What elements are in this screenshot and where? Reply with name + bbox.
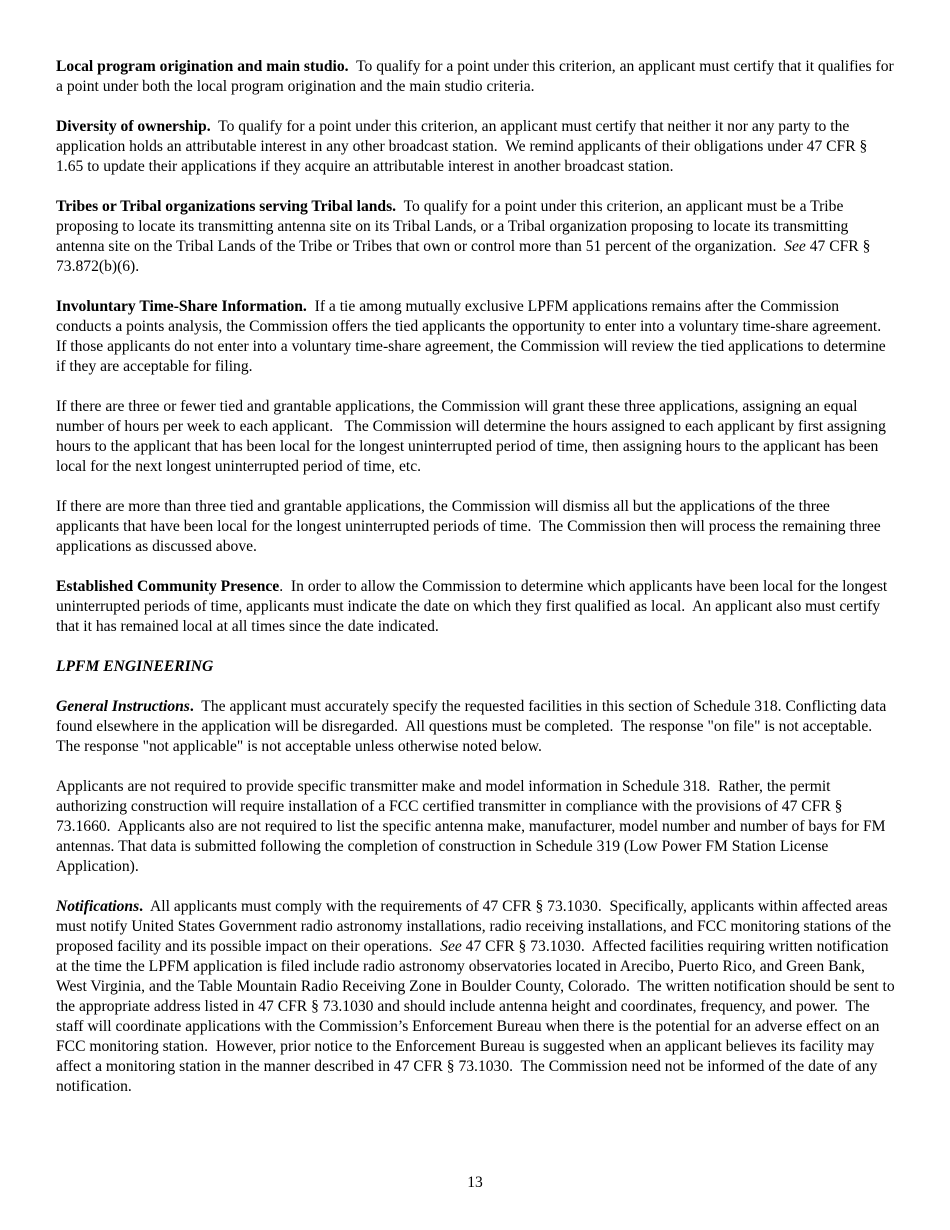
paragraph-heading: Notifications (56, 898, 140, 915)
paragraph-transmitter (56, 777, 896, 877)
citation: 47 CFR § 73.872(b)(6). (56, 238, 871, 275)
paragraph-local-program (56, 57, 896, 97)
paragraph-text: If there are three or fewer tied and grantable applications, the Commission will grant these three applications, assigning an equal number of hours per week to each applicant. The Commission will determine the hours assigned to each applicant by first assigning hours to the applicant that has been local for the longest uninterrupted period of time, then assigning hours to the applicant has been local for the next longest uninterrupted period of time, etc. (56, 398, 890, 475)
paragraph-notifications (56, 897, 899, 1097)
paragraph-text: If a tie among mutually exclusive LPFM applications remains after the Commission conducts a points analysis, the Commission offers the tied applicants the opportunity to enter into a voluntary time-share agreement. If those applicants do not enter into a voluntary time-share agreement, the Commission will review the tied applications to determine if they are acceptable for filing. (56, 298, 890, 375)
paragraph-text: To qualify for a point under this criterion, an applicant must be a Tribe proposing to locate its transmitting antenna site on its Tribal Lands, or a Tribal organization proposing to locate its transmitting antenna site on the Tribal Lands of the Tribe or Tribes that own or control more than 51 percent of the organization. (56, 198, 853, 255)
paragraph-heading: General Instructions (56, 698, 190, 715)
paragraph-heading: Established Community Presence (56, 578, 280, 595)
paragraph-text: All applicants must comply with the requirements of 47 CFR § 73.1030. Specifically, applicants within affected areas must notify United States Government radio astronomy installations, radio receiving installations, and FCC monitoring stations of the proposed facility and its possible impact on their operations. (56, 898, 895, 955)
see-signal: See (784, 238, 806, 255)
paragraph-text: If there are more than three tied and grantable applications, the Commission will dismiss all but the applications of the three applicants that have been local for the longest uninterrupted periods of time. The Commission then will process the remaining three applications as discussed above. (56, 498, 885, 555)
paragraph-tribes (56, 197, 896, 277)
paragraph-text: The applicant must accurately specify the requested facilities in this section of Schedule 318. Conflicting data found elsewhere in the application will be disregarded. All questions must be completed. The response "on file" is not acceptable. The response "not applicable" is not acceptable unless otherwise noted below. (56, 698, 891, 755)
section-title-engineering: LPFM ENGINEERING (56, 658, 214, 675)
paragraph-heading: Involuntary Time-Share Information. (56, 298, 307, 315)
document-body (56, 57, 899, 1117)
page-number: 13 (467, 1174, 483, 1191)
paragraph-text: To qualify for a point under this criterion, an applicant must certify that neither it nor any party to the application holds an attributable interest in any other broadcast station. We remind applicants of their obligations under 47 CFR § 1.65 to update their applications if they acquire an attributable interest in another broadcast station. (56, 118, 872, 175)
paragraph-time-share (56, 297, 896, 377)
paragraph-diversity (56, 117, 896, 177)
paragraph-text: Applicants are not required to provide specific transmitter make and model information in Schedule 318. Rather, the permit authorizing construction will require installation of a FCC certified transmitter in compliance with the provisions of 47 CFR § 73.1660. Applicants also are not required to list the specific antenna make, manufacturer, model number and number of bays for FM antennas. That data is submitted following the completion of construction in Schedule 319 (Low Power FM Station License Application). (56, 778, 890, 875)
paragraph-heading: Diversity of ownership. (56, 118, 211, 135)
paragraph-three-or-fewer (56, 397, 896, 477)
see-signal: See (440, 938, 462, 955)
paragraph-more-than-three (56, 497, 896, 557)
paragraph-heading: Tribes or Tribal organizations serving Tribal lands. (56, 198, 397, 215)
heading-punctuation: . (189, 698, 194, 715)
paragraph-heading: Local program origination and main studio. (56, 58, 349, 75)
paragraph-text: . In order to allow the Commission to determine which applicants have been local for the longest uninterrupted periods of time, applicants must indicate the date on which they first qualified as local. An applicant also must certify that it has remained local at all times since the date indicated. (56, 578, 892, 635)
paragraph-text: To qualify for a point under this criterion, an applicant must certify that it qualifies for a point under both the local program origination and the main studio criteria. (56, 58, 898, 95)
paragraph-general-instructions (56, 697, 896, 757)
paragraph-text-continued: 47 CFR § 73.1030. Affected facilities requiring written notification at the time the LPFM application is filed include radio astronomy observatories located in Arecibo, Puerto Rico, and Green Bank, West Virginia, and the Table Mountain Radio Receiving Zone in Boulder County, Colorado. The written notification should be sent to the appropriate address listed in 47 CFR § 73.1030 and should include antenna height and coordinates, frequency, and power. The staff will coordinate applications with the Commission’s Enforcement Bureau when there is the potential for an adverse effect on an FCC monitoring station. However, prior notice to the Enforcement Bureau is suggested when an applicant believes its facility may affect a monitoring station in the manner described in 47 CFR § 73.1030. The Commission need not be informed of the date of any notification. (56, 938, 899, 1095)
paragraph-community-presence (56, 577, 896, 637)
heading-punctuation: . (139, 898, 144, 915)
